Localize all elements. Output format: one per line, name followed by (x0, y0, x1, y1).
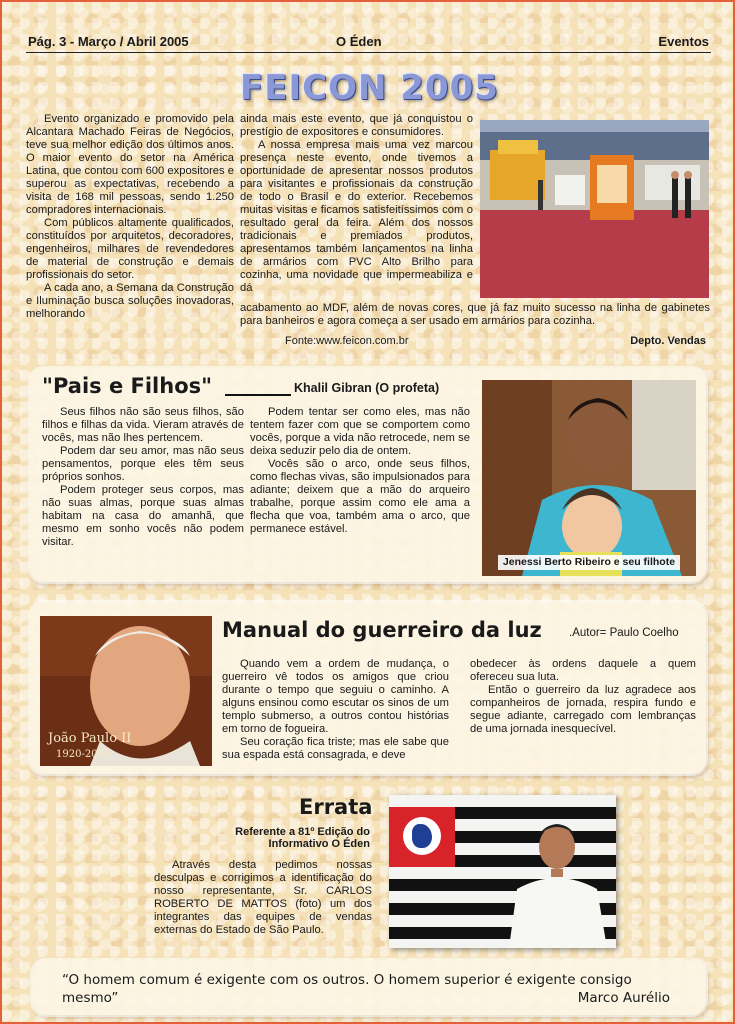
flag-circle (403, 817, 441, 855)
quote-line-1: “O homem comum é exigente com os outros. O homem superior é exigente consigo (62, 972, 632, 988)
fair-stand-image (480, 120, 709, 298)
pope-name: João Paulo II (48, 731, 132, 746)
poem-paragraph: Vocês são o arco, onde seus filhos, como flechas vivas, são impulsionados para adiante; deixem que a mão do arqueiro trabalhe, porque assim como ele ama a flecha que voa, também ama o arco, que permanece estável. (250, 458, 470, 535)
father-son-photo (482, 380, 696, 576)
quote-author: Marco Aurélio (577, 990, 670, 1006)
poem-paragraph: Seus filhos não são seus filhos, são filhos e filhas da vida. Vieram através de vocês, mas não lhes pertencem. (42, 406, 244, 444)
feicon-wide-paragraph: acabamento ao MDF, além de novas cores, que já faz muito sucesso na linha de gabinetes para banheiros e agora começa a ser usado em armários para cozinha. (240, 302, 710, 327)
feicon-paragraph: ainda mais este evento, que já conquistou o prestígio de expositores e consumidores. (240, 113, 473, 138)
pais-filhos-panel (30, 368, 706, 582)
errata-subtitle-line: Informativo O Éden (268, 838, 370, 850)
errata-photo (389, 795, 616, 948)
feicon-paragraph: Com públicos altamente qualificados, constituídos por arquitetos, decoradores, engenheiros, milhares de revendedores de material de construção e demais profissionais do setor. (26, 217, 234, 281)
manual-paragraph: Quando vem a ordem de mudança, o guerreiro vê todos os amigos que criou durante o tempo que seguiu o caminho. A alguns ensinou como escutar os sinos de um templo submerso, a outros contou histórias em torno de fogueira. (222, 658, 449, 735)
pope-photo (40, 616, 212, 766)
page-header (26, 34, 711, 53)
quote-panel (32, 960, 706, 1015)
manual-column-1 (222, 658, 449, 762)
manual-panel (30, 602, 706, 774)
manual-paragraph: obedecer às ordens daquele a quem ofereceu sua luta. (470, 658, 696, 683)
flag-canton (389, 807, 455, 867)
feicon-dept: Depto. Vendas (630, 335, 706, 347)
pais-column-1 (42, 406, 244, 549)
representative-figure (499, 819, 616, 948)
poem-paragraph: Podem proteger seus corpos, mas não suas almas, porque suas almas habitam na casa do amanhã, que mesmo em sonho vocês não podem visitar. (42, 484, 244, 548)
pope-years: 1920-2005 (56, 749, 111, 760)
header-publication: O Éden (336, 34, 382, 49)
poem-paragraph: Podem dar seu amor, mas não seus pensamentos, porque eles têm seus próprios sonhos. (42, 445, 244, 483)
pais-filhos-title: "Pais e Filhos" (42, 374, 213, 398)
photo-caption: Jenessi Berto Ribeiro e seu filhote (498, 555, 680, 570)
quote-line-2: mesmo” (62, 990, 119, 1006)
brazil-map-icon (412, 824, 432, 848)
feicon-source: Fonte:www.feicon.com.br (285, 335, 409, 347)
pais-filhos-author: Khalil Gibran (O profeta) (294, 381, 440, 395)
manual-paragraph: Seu coração fica triste; mas ele sabe que sua espada está consagrada, e deve (222, 736, 449, 761)
errata-subtitle (235, 826, 370, 850)
errata-subtitle-line: Referente a 81º Edição do (235, 826, 370, 838)
feicon-paragraph: A nossa empresa mais uma vez marcou presença neste evento, onde tivemos a oportunidade de apresentar nossos produtos para visitantes e profissionais da construção de todo o Brasil e do exterior. Recebemos muitas visitas e ficamos satisfeitíssimos com o resultado geral da feira. Além dos nossos tradicionais e premiados produtos, apresentamos também lançamentos na linha de armários com PVC Alto Brilho para cozinha, uma novidade que impermeabiliza e dá (240, 139, 473, 294)
feicon-column-1 (26, 113, 234, 321)
feicon-fair-photo (480, 120, 709, 298)
poem-paragraph: Podem tentar ser como eles, mas não tentem fazer com que se comportem como vocês, porque a vida não retrocede, nem se deixa seduzir pelo dia de ontem. (250, 406, 470, 457)
manual-author: .Autor= Paulo Coelho (569, 627, 679, 639)
manual-column-2 (470, 658, 696, 736)
feicon-paragraph: Evento organizado e promovido pela Alcantara Machado Feiras de Negócios, teve sua melhor edição dos últimos anos. O maior evento do setor na América Latina, que contou com 600 expositores e superou as expectativas, recebendo a visita de 168 mil pessoas, sendo 1.250 compradores internacionais. (26, 113, 234, 216)
feicon-column-2 (240, 113, 473, 295)
father-son-image (482, 380, 696, 576)
pais-column-2 (250, 406, 470, 536)
header-section: Eventos (658, 34, 709, 49)
errata-text: Através desta pedimos nossas desculpas e corrigimos a identificação do nosso representante, Sr. CARLOS ROBERTO DE MATTOS (foto) um dos integrantes das equipes de vendas externas do Estado de São Paulo. (154, 859, 372, 936)
manual-paragraph: Então o guerreiro da luz agradece aos companheiros de jornada, respira fundo e segue adiante, carregado com lembranças de uma jornada inesquecível. (470, 684, 696, 735)
header-issue: Pág. 3 - Março / Abril 2005 (28, 34, 189, 49)
feicon-title: FEICON 2005 (240, 68, 499, 108)
feicon-paragraph: A cada ano, a Semana da Construção e Iluminação busca soluções inovadoras, melhorando (26, 282, 234, 320)
title-rule (225, 394, 291, 396)
errata-title: Errata (299, 795, 373, 819)
manual-title: Manual do guerreiro da luz (222, 618, 542, 642)
